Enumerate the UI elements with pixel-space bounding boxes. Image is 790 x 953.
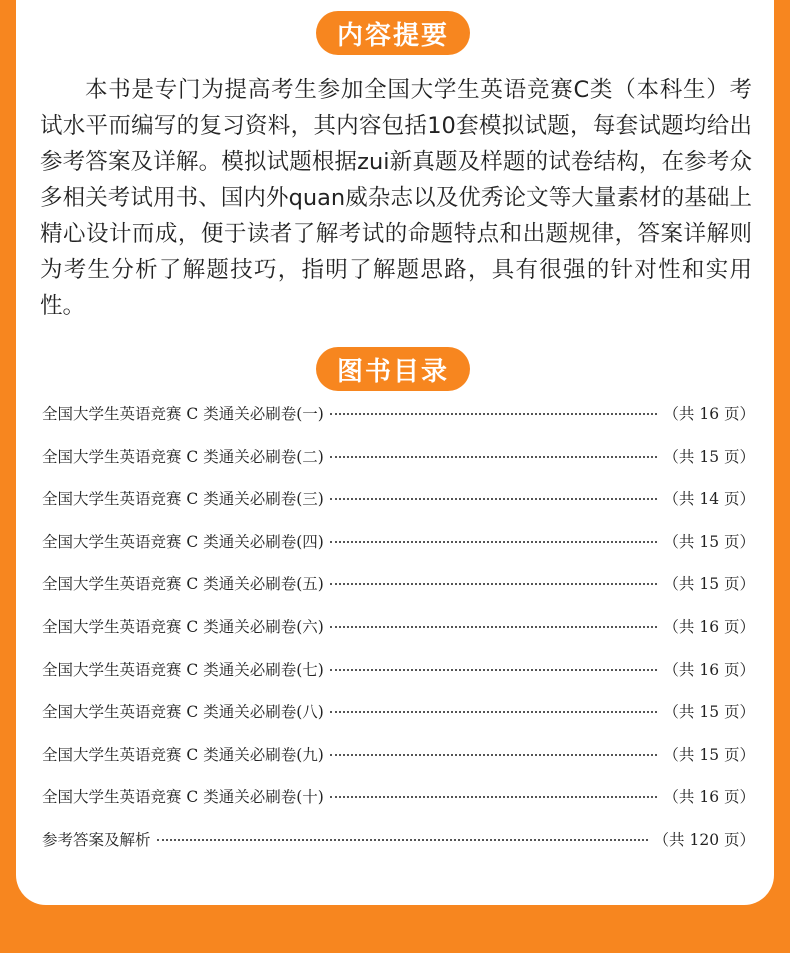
toc-leader-dots bbox=[157, 839, 648, 841]
toc-entry-pages: （共 120 页） bbox=[653, 830, 755, 849]
toc-entry-title: 全国大学生英语竞赛 C 类通关必刷卷(二) bbox=[42, 447, 324, 466]
toc-entry-pages: （共 16 页） bbox=[663, 405, 755, 423]
toc-entry-title: 全国大学生英语竞赛 C 类通关必刷卷(八) bbox=[42, 703, 324, 722]
toc-entry-title: 全国大学生英语竞赛 C 类通关必刷卷(五) bbox=[42, 575, 324, 594]
toc-leader-dots bbox=[330, 413, 658, 415]
toc-leader-dots bbox=[330, 456, 658, 458]
toc-leader-dots bbox=[330, 796, 658, 798]
toc-entry-title: 参考答案及解析 bbox=[42, 830, 151, 849]
toc-entry bbox=[42, 487, 755, 530]
toc-entry-pages: （共 15 页） bbox=[663, 575, 755, 594]
toc-entry-pages: （共 15 页） bbox=[663, 447, 755, 466]
toc-entry-title: 全国大学生英语竞赛 C 类通关必刷卷(四) bbox=[42, 532, 324, 551]
toc-leader-dots bbox=[330, 754, 658, 756]
toc-entry bbox=[42, 615, 755, 658]
intro-paragraph: 本书是专门为提高考生参加全国大学生英语竞赛C类（本科生）考试水平而编写的复习资料，其内容包括10套模拟试题，每套试题均给出参考答案及详解。模拟试题根据zui新真题及样题的试卷结构，在参考众多相关考试用书、国内外quan威杂志以及优秀论文等大量素材的基础上精心设计而成，便于读者了解考试的命题特点和出题规律，答案详解则为考生分析了解题技巧，指明了解题思路，具有很强的针对性和实用性。 bbox=[40, 77, 752, 319]
toc-entry-pages: （共 15 页） bbox=[663, 532, 755, 551]
toc-leader-dots bbox=[330, 711, 658, 713]
toc-leader-dots bbox=[330, 669, 658, 671]
toc-leader-dots bbox=[330, 541, 658, 543]
content-card bbox=[16, 0, 774, 905]
toc-entry-pages: （共 16 页） bbox=[663, 617, 755, 636]
toc-leader-dots bbox=[330, 498, 658, 500]
toc-entry-title: 全国大学生英语竞赛 C 类通关必刷卷(一) bbox=[42, 405, 324, 423]
toc-entry-title: 全国大学生英语竞赛 C 类通关必刷卷(九) bbox=[42, 745, 324, 764]
toc-entry-pages: （共 16 页） bbox=[663, 788, 755, 807]
toc-leader-dots bbox=[330, 626, 658, 628]
toc-entry-title: 全国大学生英语竞赛 C 类通关必刷卷(六) bbox=[42, 617, 324, 636]
intro-heading: 内容提要 bbox=[316, 11, 470, 55]
toc-entry-pages: （共 15 页） bbox=[663, 745, 755, 764]
toc-entry bbox=[42, 445, 755, 488]
toc-entry-title: 全国大学生英语竞赛 C 类通关必刷卷(十) bbox=[42, 788, 324, 807]
toc-heading: 图书目录 bbox=[316, 347, 470, 391]
toc-entry bbox=[42, 785, 755, 828]
table-of-contents bbox=[42, 402, 755, 871]
toc-entry-pages: （共 16 页） bbox=[663, 660, 755, 679]
toc-entry bbox=[42, 700, 755, 743]
toc-entry-pages: （共 15 页） bbox=[663, 703, 755, 722]
toc-entry bbox=[42, 658, 755, 701]
toc-entry bbox=[42, 530, 755, 573]
toc-entry bbox=[42, 402, 755, 445]
toc-entry bbox=[42, 743, 755, 786]
toc-entry-pages: （共 14 页） bbox=[663, 490, 755, 509]
toc-entry-title: 全国大学生英语竞赛 C 类通关必刷卷(三) bbox=[42, 490, 324, 509]
toc-leader-dots bbox=[330, 583, 658, 585]
toc-entry bbox=[42, 572, 755, 615]
toc-entry-title: 全国大学生英语竞赛 C 类通关必刷卷(七) bbox=[42, 660, 324, 679]
toc-entry-answers bbox=[42, 828, 755, 871]
